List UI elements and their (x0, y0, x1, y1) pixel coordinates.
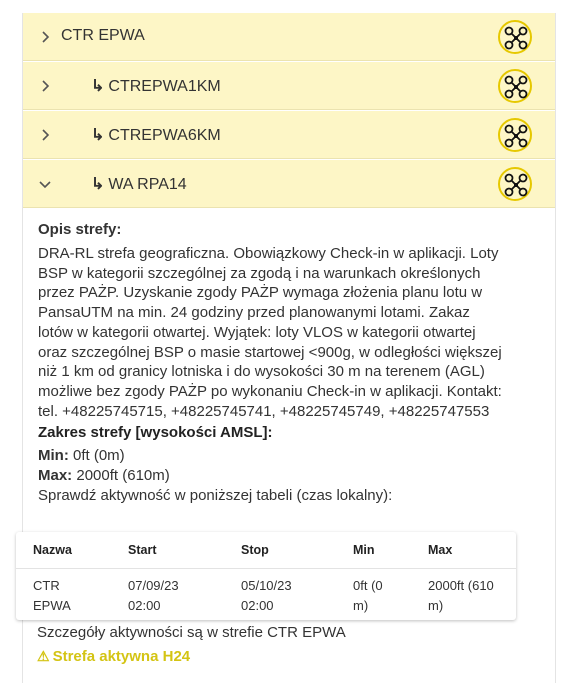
zone-row-ctrepwa1km[interactable] (23, 62, 555, 110)
min-altitude: Min: 0ft (0m) (38, 447, 125, 465)
zone-details (38, 221, 543, 506)
chevron-right-icon (37, 78, 53, 94)
range-label: Zakres strefy [wysokości AMSL]: (38, 424, 273, 442)
zone-row-wa-rpa14[interactable] (23, 160, 555, 208)
description-label: Opis strefy: (38, 221, 122, 238)
column-header-name: Nazwa (33, 543, 72, 557)
zone-name: ↳ WA RPA14 (91, 176, 187, 193)
cell-stop: 05/10/23 02:00 (241, 578, 292, 613)
table-divider (16, 568, 516, 569)
drone-icon[interactable] (498, 69, 532, 103)
drone-icon[interactable] (498, 20, 532, 54)
zone-row-ctr-epwa[interactable] (23, 13, 555, 61)
column-header-stop: Stop (241, 543, 269, 557)
zone-description: DRA-RL strefa geograficzna. Obowiązkowy Check-in w aplikacji. Loty BSP w kategorii szczególnej za zgodą i na warunkach określonych przez PAŻP. Uzyskanie zgody PAŻP wymaga złożenia planu lotu w PansaUTM na min. 24 godziny przed planowanymi lotami. Zakaz lotów w kategorii otwartej. Wyjątek: loty VLOS w kategorii otwartej oraz szczególnej BSP o masie startowej <900g, w odległości większej niż 1 km od granicy lotniska i do wysokości 30 m na terenem (AGL) możliwe bez zgody PAŻP po wykonaniu Check-in w aplikacji. Kontakt: tel. +48225745715, +48225745741, +48225745749, +48225747553 (38, 245, 502, 420)
child-arrow-icon: ↳ (91, 78, 105, 95)
warning-icon: ⚠ (37, 648, 50, 664)
active-status: ⚠ Strefa aktywna H24 (37, 648, 191, 665)
column-header-max: Max (428, 543, 453, 557)
column-header-min: Min (353, 543, 375, 557)
zone-name: CTR EPWA (61, 27, 145, 44)
chevron-right-icon (37, 29, 53, 45)
chevron-right-icon (37, 127, 53, 143)
child-arrow-icon: ↳ (91, 127, 105, 144)
zone-name: ↳ CTREPWA6KM (91, 127, 221, 144)
child-arrow-icon: ↳ (91, 176, 105, 193)
column-header-start: Start (128, 543, 157, 557)
zone-name: ↳ CTREPWA1KM (91, 78, 221, 95)
activity-table (16, 532, 516, 620)
drone-icon[interactable] (498, 167, 532, 201)
chevron-down-icon (37, 176, 53, 192)
cell-min: 0ft (0 m) (353, 578, 383, 613)
cell-start: 07/09/23 02:00 (128, 578, 179, 613)
zone-row-ctrepwa6km[interactable] (23, 111, 555, 159)
max-altitude: Max: 2000ft (610m) (38, 467, 170, 485)
drone-icon[interactable] (498, 118, 532, 152)
check-activity-text: Sprawdź aktywność w poniższej tabeli (czas lokalny): (38, 487, 393, 505)
activity-details-note: Szczegóły aktywności są w strefie CTR EPWA (37, 624, 346, 641)
cell-max: 2000ft (610 m) (428, 578, 494, 613)
cell-name: CTR EPWA (33, 578, 71, 613)
